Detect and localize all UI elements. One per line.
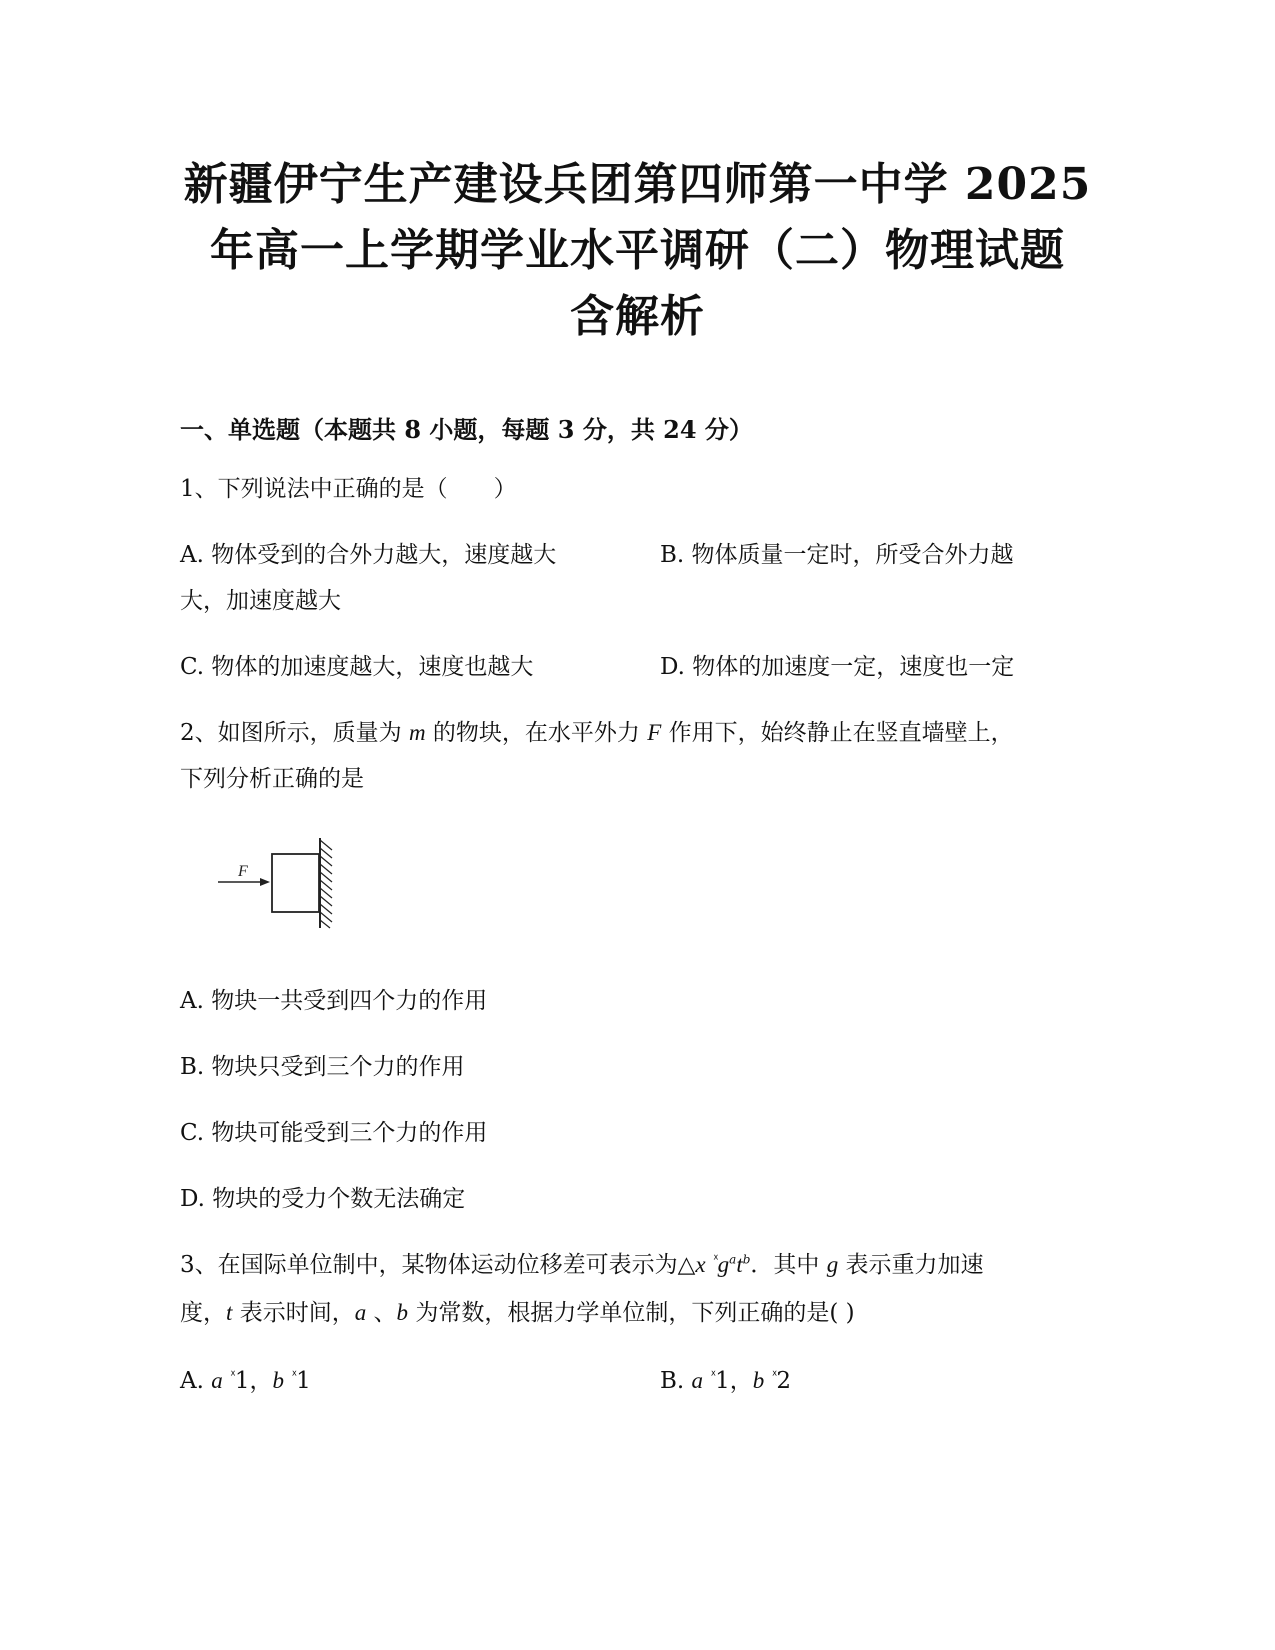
q3-option-b-val1: 1 <box>715 1368 730 1394</box>
q3-option-b-label: B. <box>660 1368 692 1394</box>
q3-option-b-val2: 2 <box>776 1368 792 1394</box>
q2-stem <box>180 714 1014 747</box>
q3-exp-a: a <box>729 1252 737 1267</box>
q1-option-c: C. 物体的加速度越大，速度也越大 <box>180 654 534 680</box>
q2-stem-part2: 的物块，在水平外力 <box>425 720 648 746</box>
q3-option-a-val1: 1 <box>234 1368 250 1394</box>
q3-line2-part4: 为常数，根据力学单位制，下列正确的是( ) <box>408 1300 855 1326</box>
q2-option-c: C. 物块可能受到三个力的作用 <box>180 1120 488 1146</box>
q2-var-f: F <box>647 720 662 745</box>
force-label: F <box>238 863 248 880</box>
q2-figure <box>180 830 360 935</box>
q3-stem-part1: 3、在国际单位制中，某物体运动位移差可表示为△ <box>180 1252 696 1278</box>
q2-stem-part3: 作用下，始终静止在竖直墙壁上， <box>661 720 1014 746</box>
q3-option-a-var2: b <box>272 1368 284 1393</box>
q3-option-a-sep: ， <box>249 1368 273 1394</box>
proportional-symbol: ᕁ <box>712 1252 718 1267</box>
q3-var-x: x <box>695 1252 706 1277</box>
q1-option-d: D. 物体的加速度一定，速度也一定 <box>660 654 1015 680</box>
q3-var-t2: t <box>226 1300 233 1325</box>
q3-option-a-sym2: ᕁ <box>291 1368 297 1383</box>
title-line-3: 含解析 <box>570 291 705 342</box>
q3-exp-b: b <box>742 1252 751 1267</box>
q3-stem-part3: 表示重力加速 <box>838 1252 984 1278</box>
wall-hatching <box>320 840 332 928</box>
force-arrow-head <box>260 878 270 886</box>
q1-option-a: A. 物体受到的合外力越大，速度越大 <box>180 542 557 568</box>
q3-var-g2: g <box>826 1252 839 1277</box>
q1-option-b-cont: 大，加速度越大 <box>180 588 341 614</box>
q1-option-b: B. 物体质量一定时，所受合外力越 <box>660 542 1014 568</box>
q3-var-g: g <box>717 1252 730 1277</box>
q2-option-b: B. 物块只受到三个力的作用 <box>180 1054 465 1080</box>
q3-line2-part3: 、 <box>366 1300 397 1326</box>
section-heading: 一、单选题（本题共 8 小题，每题 3 分，共 24 分） <box>180 415 753 444</box>
title-line-1: 新疆伊宁生产建设兵团第四师第一中学 2025 <box>183 159 1092 210</box>
q3-line2-part2: 表示时间， <box>232 1300 355 1326</box>
q2-option-a: A. 物块一共受到四个力的作用 <box>180 988 488 1014</box>
q2-stem-part1: 2、如图所示，质量为 <box>180 720 409 746</box>
q3-line2-part1: 度， <box>180 1300 226 1326</box>
q3-option-b-sep: ， <box>729 1368 753 1394</box>
q3-option-b-sym2: ᕁ <box>771 1368 777 1383</box>
q3-option-a <box>180 1362 311 1395</box>
q3-option-a-val2: 1 <box>296 1368 311 1394</box>
title-line-2: 年高一上学期学业水平调研（二）物理试题 <box>210 225 1065 276</box>
q2-stem-line2: 下列分析正确的是 <box>180 766 364 792</box>
q3-option-b-var2: b <box>752 1368 765 1393</box>
q3-var-a: a <box>354 1300 367 1325</box>
block <box>272 854 319 912</box>
q3-stem <box>180 1246 984 1279</box>
q3-stem-part2: ．其中 <box>750 1252 827 1278</box>
q3-option-b <box>660 1362 791 1395</box>
q3-option-b-var1: a <box>691 1368 704 1393</box>
q2-var-m: m <box>408 720 426 745</box>
q3-option-a-label: A. <box>180 1368 212 1394</box>
q3-option-a-var1: a <box>211 1368 223 1393</box>
q3-var-t: t <box>736 1252 743 1277</box>
q2-option-d: D. 物块的受力个数无法确定 <box>180 1186 466 1212</box>
q3-stem-line2 <box>180 1294 855 1327</box>
q1-stem: 1、下列说法中正确的是（ ） <box>180 476 517 502</box>
q3-var-b: b <box>396 1300 409 1325</box>
q3-option-b-sym1: ᕁ <box>710 1368 716 1383</box>
q3-option-a-sym1: ᕁ <box>230 1368 235 1383</box>
